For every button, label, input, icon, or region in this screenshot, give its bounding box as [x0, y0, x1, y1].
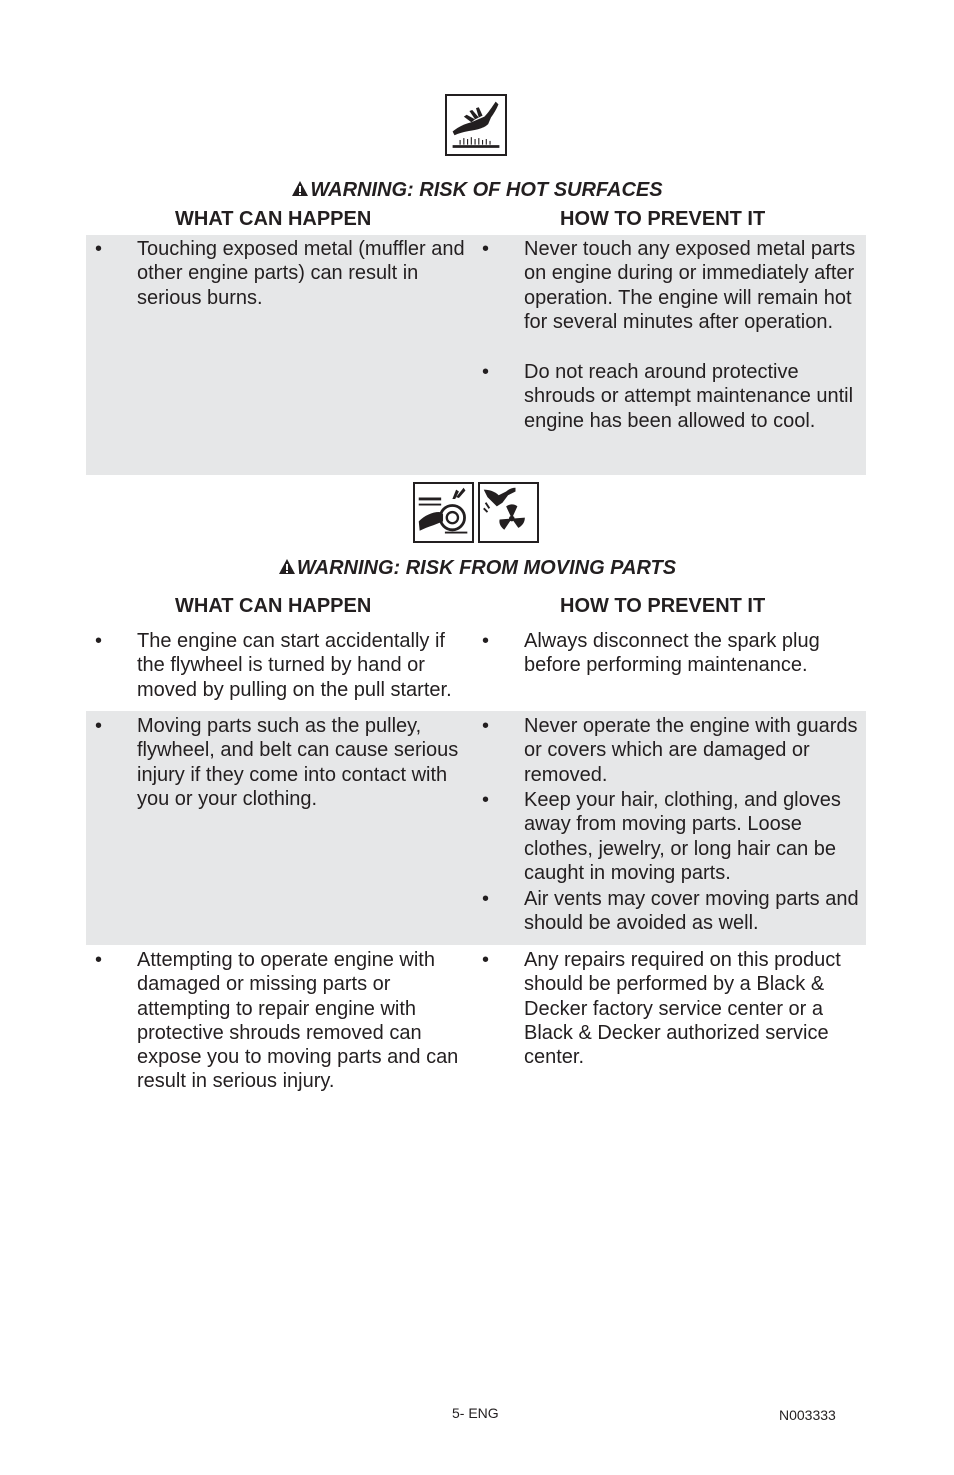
- moving-prevent-item: • Always disconnect the spark plug before performing maintenance.: [482, 630, 820, 677]
- hot-prevent-item: • Never touch any exposed metal parts on engine during or immediately after operation. The engine will remain hot for several minutes after operation.: [482, 238, 856, 333]
- hand-fan-blade-icon: [478, 482, 539, 543]
- hot-what-can-happen-header: WHAT CAN HAPPEN: [175, 208, 372, 230]
- moving-happen-item: • The engine can start accidentally if the flywheel is turned by hand or moved by pulling on the pull starter.: [95, 630, 452, 701]
- moving-parts-warning-title: WARNING: RISK FROM MOVING PARTS: [0, 556, 954, 580]
- hot-happen-item: • Touching exposed metal (muffler and other engine parts) can result in serious burns.: [95, 238, 465, 309]
- moving-happen-item: • Attempting to operate engine with damaged or missing parts or attempting to repair engine with protective shrouds removed can expose you to moving parts and can result in serious injury.: [95, 949, 459, 1093]
- warning-triangle-icon: [278, 558, 296, 575]
- hot-how-to-prevent-header: HOW TO PREVENT IT: [560, 208, 766, 230]
- moving-prevent-item: • Keep your hair, clothing, and gloves away from moving parts. Loose clothes, jewelry, or long hair can be caught in moving parts.: [482, 789, 841, 884]
- hand-entanglement-pulley-icon: [413, 482, 474, 543]
- document-code: N003333: [779, 1407, 836, 1423]
- page-number: 5- ENG: [452, 1405, 499, 1421]
- warning-triangle-icon: [291, 180, 309, 197]
- hot-prevent-item: • Do not reach around protective shrouds or attempt maintenance until engine has been allowed to cool.: [482, 361, 854, 432]
- moving-how-to-prevent-header: HOW TO PREVENT IT: [560, 595, 766, 617]
- moving-prevent-item: • Never operate the engine with guards or covers which are damaged or removed.: [482, 715, 858, 786]
- moving-what-can-happen-header: WHAT CAN HAPPEN: [175, 595, 372, 617]
- moving-happen-item: • Moving parts such as the pulley, flywheel, and belt can cause serious injury if they come into contact with you or your clothing.: [95, 715, 459, 810]
- moving-prevent-item: • Any repairs required on this product should be performed by a Black & Decker factory service center or a Black & Decker authorized service center.: [482, 949, 841, 1069]
- hot-surface-hand-icon: [445, 94, 507, 156]
- moving-prevent-item: • Air vents may cover moving parts and should be avoided as well.: [482, 888, 859, 935]
- hot-surfaces-warning-title: WARNING: RISK OF HOT SURFACES: [0, 178, 954, 202]
